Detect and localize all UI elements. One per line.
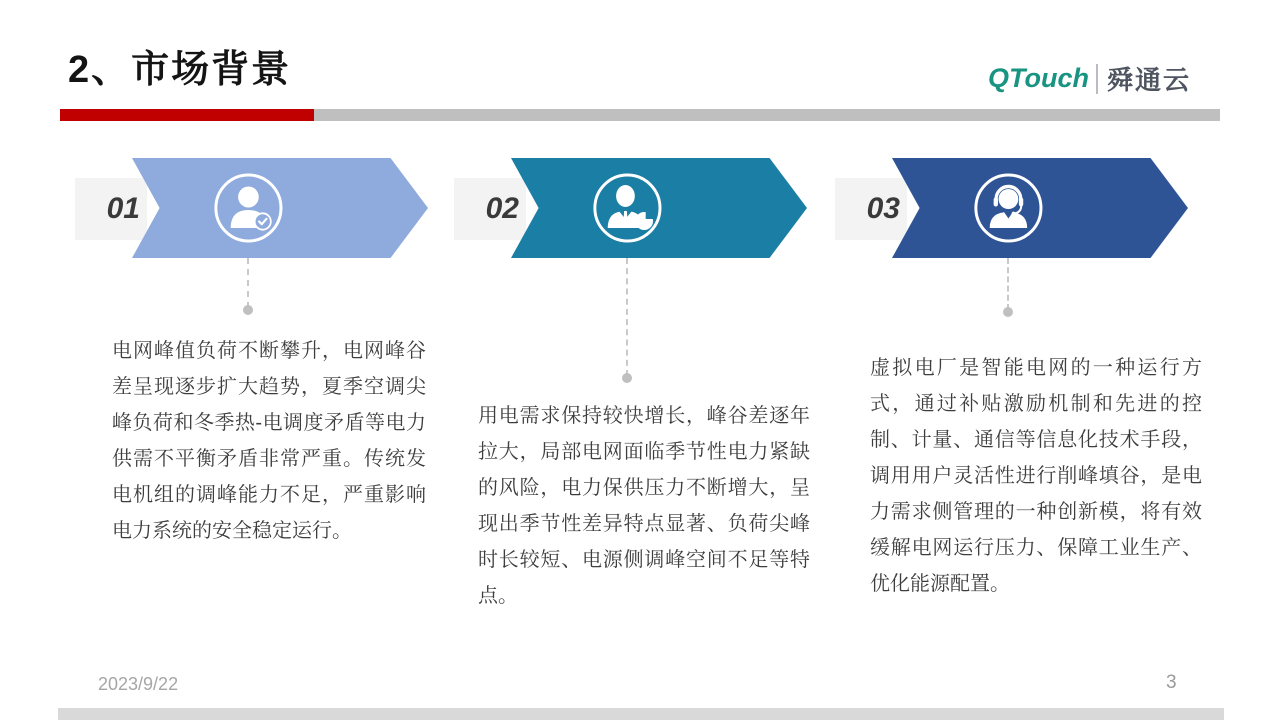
step-number: 03	[866, 192, 900, 225]
step-number: 01	[106, 192, 140, 225]
connector-dashed-line	[247, 258, 249, 308]
connector-dot	[243, 305, 253, 315]
page-number: 3	[1166, 672, 1177, 693]
title-underline-red	[60, 109, 314, 121]
brand-logo	[988, 60, 1191, 97]
step-description-1: 电网峰值负荷不断攀升，电网峰谷差呈现逐步扩大趋势，夏季空调尖峰负荷和冬季热-电调度矛盾等电力供需不平衡矛盾非常严重。传统发电机组的调峰能力不足，严重影响电力系统的安全稳定运行。	[112, 340, 426, 542]
qtouch-logo-text: QTouch	[988, 63, 1089, 93]
brand-cn-text: 舜通云	[1107, 65, 1192, 95]
connector-dot	[622, 373, 632, 383]
step-arrow-banner	[132, 158, 428, 258]
page-title: 2、市场背景	[68, 49, 292, 91]
step-arrow-banner	[892, 158, 1188, 258]
footer-bar	[58, 708, 1224, 720]
step-number: 02	[485, 192, 519, 225]
title-underline-gray	[314, 109, 1220, 121]
connector-dashed-line	[626, 258, 628, 376]
slide-date: 2023/9/22	[98, 674, 179, 694]
step-description-3: 虚拟电厂是智能电网的一种运行方式，通过补贴激励机制和先进的控制、计量、通信等信息化技术手段，调用用户灵活性进行削峰填谷，是电力需求侧管理的一种创新模，将有效缓解电网运行压力、保障工业生产、优化能源配置。	[870, 357, 1202, 595]
connector-dashed-line	[1007, 258, 1009, 310]
step-arrow-banner	[511, 158, 807, 258]
step-item-2	[447, 158, 847, 398]
logo-divider	[1096, 64, 1098, 94]
step-description-2: 用电需求保持较快增长，峰谷差逐年拉大，局部电网面临季节性电力紧缺的风险，电力保供压力不断增大，呈现出季节性差异特点显著、负荷尖峰时长较短、电源侧调峰空间不足等特点。	[478, 405, 810, 607]
connector-dot	[1003, 307, 1013, 317]
